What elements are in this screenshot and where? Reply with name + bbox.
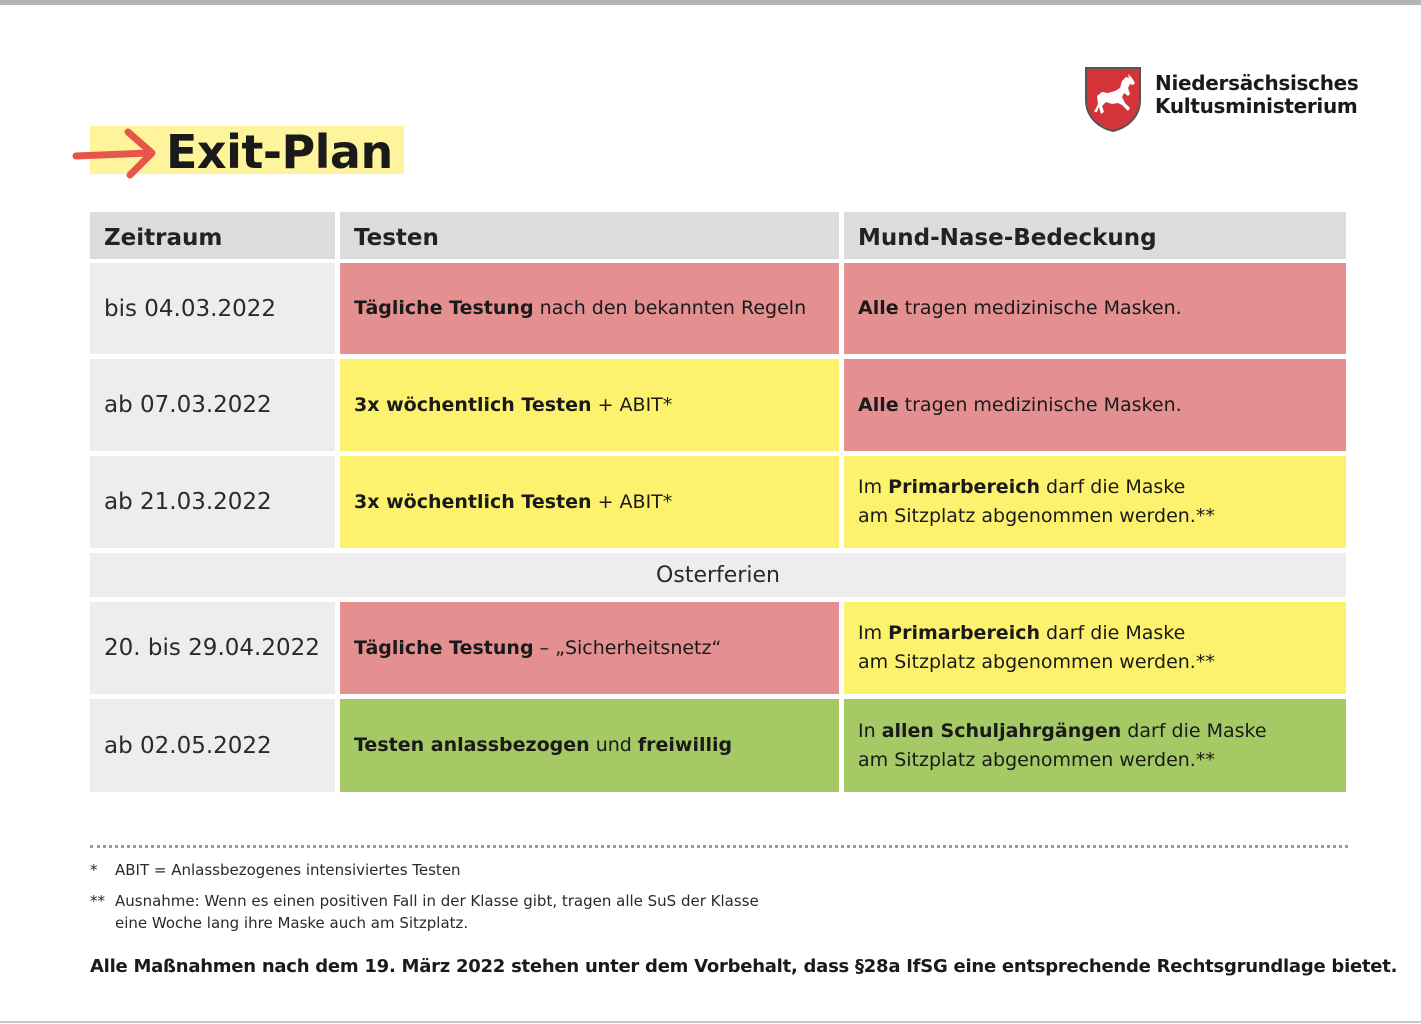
footnote-mark: * xyxy=(90,861,98,879)
testen-bold: Tägliche Testung xyxy=(354,636,534,659)
testen-rest: + ABIT* xyxy=(591,393,673,416)
testen-cell xyxy=(340,699,839,792)
maske-rest: darf die Maske xyxy=(1040,476,1186,498)
maske-pre: In xyxy=(858,719,882,742)
top-rule xyxy=(0,0,1421,5)
testen-bold-2: freiwillig xyxy=(637,734,733,756)
testen-mid: und xyxy=(589,734,638,756)
maske-cell xyxy=(844,359,1346,451)
maske-bold: Primarbereich xyxy=(888,476,1040,498)
maske-rest: darf die Maske xyxy=(1040,622,1186,644)
bottom-rule xyxy=(0,1021,1421,1023)
maske-line-2: am Sitzplatz abgenommen werden.** xyxy=(858,748,1215,771)
testen-bold: Testen anlassbezogen xyxy=(354,734,590,756)
maske-line-2: am Sitzplatz abgenommen werden.** xyxy=(858,505,1215,527)
maske-cell xyxy=(844,456,1346,548)
footnote-text: Ausnahme: Wenn es einen positiven Fall in der Klasse gibt, tragen alle SuS der Klasse xyxy=(115,892,759,910)
zeitraum-cell: ab 21.03.2022 xyxy=(90,456,335,548)
maske-rest: darf die Maske xyxy=(1121,719,1267,742)
dotted-divider xyxy=(90,845,1348,848)
testen-cell xyxy=(340,602,839,694)
maske-cell xyxy=(844,602,1346,694)
header-zeitraum: Zeitraum xyxy=(90,212,335,259)
footnote-mark: ** xyxy=(90,892,105,910)
maske-rest: tragen medizinische Masken. xyxy=(898,393,1182,416)
ministry-logo xyxy=(1084,66,1359,134)
arrow-right-icon xyxy=(70,122,162,182)
osterferien-row: Osterferien xyxy=(90,553,1346,597)
footnote-text: ABIT = Anlassbezogenes intensiviertes Testen xyxy=(115,861,461,879)
zeitraum-cell: 20. bis 29.04.2022 xyxy=(90,602,335,694)
zeitraum-cell: bis 04.03.2022 xyxy=(90,263,335,354)
header-maske: Mund-Nase-Bedeckung xyxy=(844,212,1346,259)
testen-rest: – „Sicherheitsnetz“ xyxy=(533,636,722,659)
maske-cell xyxy=(844,263,1346,354)
page-title: Exit-Plan xyxy=(166,125,393,179)
maske-bold: Primarbereich xyxy=(888,622,1040,644)
maske-bold: Alle xyxy=(858,393,899,416)
testen-rest: nach den bekannten Regeln xyxy=(533,297,807,319)
maske-pre: Im xyxy=(858,476,889,498)
maske-cell xyxy=(844,699,1346,792)
logo-line-2: Kultusministerium xyxy=(1155,94,1358,118)
testen-cell xyxy=(340,359,839,451)
zeitraum-cell: ab 07.03.2022 xyxy=(90,359,335,451)
maske-bold: allen Schuljahrgängen xyxy=(881,719,1122,742)
testen-rest: + ABIT* xyxy=(591,490,673,513)
maske-pre: Im xyxy=(858,622,889,644)
testen-cell xyxy=(340,263,839,354)
testen-bold: Tägliche Testung xyxy=(354,297,534,319)
horse-shield-icon xyxy=(1084,66,1142,132)
testen-bold: 3x wöchentlich Testen xyxy=(354,393,592,416)
maske-rest: tragen medizinische Masken. xyxy=(898,297,1182,319)
testen-bold: 3x wöchentlich Testen xyxy=(354,490,592,513)
legal-disclaimer: Alle Maßnahmen nach dem 19. März 2022 stehen unter dem Vorbehalt, dass §28a IfSG eine entsprechende Rechtsgrundlage bietet. xyxy=(90,956,1398,977)
testen-cell xyxy=(340,456,839,548)
zeitraum-cell: ab 02.05.2022 xyxy=(90,699,335,792)
logo-line-1: Niedersächsisches xyxy=(1155,71,1359,95)
maske-bold: Alle xyxy=(858,297,899,319)
maske-line-2: am Sitzplatz abgenommen werden.** xyxy=(858,651,1215,673)
footnote-text-line-2: eine Woche lang ihre Maske auch am Sitzplatz. xyxy=(115,914,469,932)
header-testen: Testen xyxy=(340,212,839,259)
